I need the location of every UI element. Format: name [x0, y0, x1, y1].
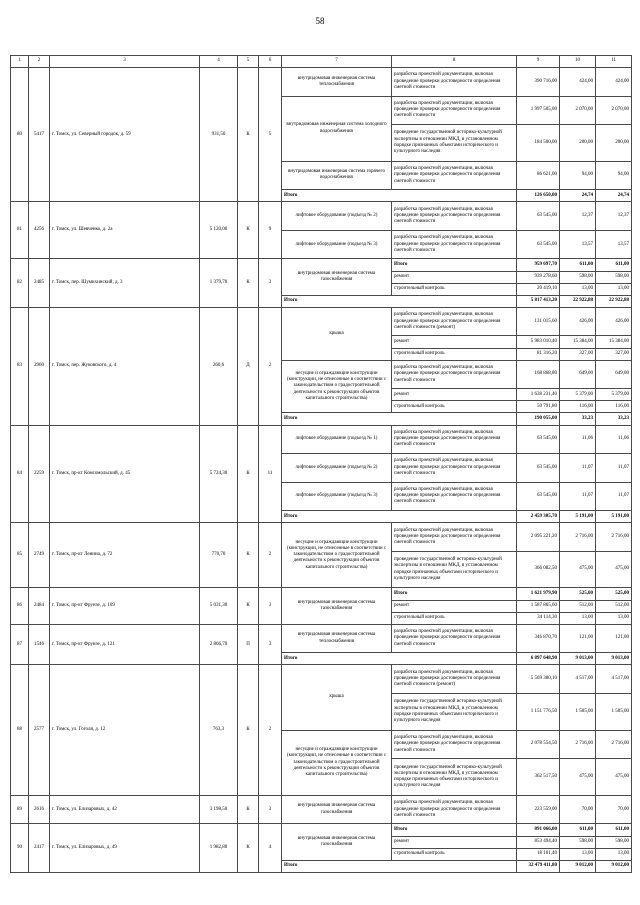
table-row — [11, 259, 632, 271]
value-cell-col10: 2 070,00 — [560, 96, 596, 125]
value-cell-col10: 121,00 — [560, 624, 596, 653]
work-desc-cell: строительный контроль — [392, 612, 517, 624]
work-desc-cell: ремонт — [392, 389, 517, 401]
value-cell-col10: 11,06 — [560, 425, 596, 454]
house-count-cell: 3 — [259, 588, 282, 624]
value-cell-col9: 63 545,00 — [517, 230, 560, 259]
value-cell-col11: 11,06 — [596, 425, 632, 454]
house-area-cell: 5 031,30 — [200, 588, 238, 624]
value-cell-col10: 13,57 — [560, 230, 596, 259]
total-value-cell-col11: 5 191,00 — [596, 511, 632, 523]
table-row — [11, 202, 632, 231]
house-area-cell: 5 120,00 — [200, 202, 238, 259]
house-number-cell: 86 — [11, 588, 29, 624]
value-cell-col10: 94,00 — [560, 161, 596, 190]
house-number-cell: 83 — [11, 307, 29, 425]
value-cell-col9: 5 983 010,40 — [517, 336, 560, 348]
value-cell-col9: 1 587 865,60 — [517, 600, 560, 612]
house-area-cell: 770,70 — [200, 523, 238, 588]
value-cell-col10: 327,00 — [560, 348, 596, 360]
house-count-cell: 2 — [259, 307, 282, 425]
value-cell-col11: 13,00 — [596, 612, 632, 624]
house-count-cell: 3 — [259, 259, 282, 308]
total-value-cell-col10: 9 012,00 — [560, 860, 596, 872]
house-id-cell: 2485 — [29, 259, 50, 308]
total-value-cell-col9: 5 817 413,20 — [517, 295, 560, 307]
house-area-cell: 260,6 — [200, 307, 238, 425]
house-id-cell: 2616 — [29, 795, 50, 824]
house-id-cell: 2259 — [29, 425, 50, 523]
value-cell-col9: 1 151 776,50 — [517, 693, 560, 730]
value-cell-col11: 426,00 — [596, 307, 632, 336]
table-row — [11, 307, 632, 336]
value-cell-col10: 11,07 — [560, 482, 596, 511]
value-cell-col9: 853 494,40 — [517, 836, 560, 848]
value-cell-col11: 525,00 — [596, 588, 632, 600]
total-value-cell-col10: 33,23 — [560, 413, 596, 425]
table-row — [11, 795, 632, 824]
work-desc-cell: Итого — [392, 588, 517, 600]
work-type-cell: несущие и ограждающие конструкции (конструкции, не отнесенные в соответствии с законодательством о градостроительной деятельности к реконструкции объектов капитального строительства) — [282, 730, 392, 795]
value-cell-col10: 2 716,00 — [560, 730, 596, 759]
house-address-cell: г. Томск, ул. Елизаровых, д. 49 — [50, 824, 200, 873]
work-desc-cell: разработка проектной документации, включая проведение проверки достоверности определения сметной стоимости — [392, 230, 517, 259]
value-cell-col9: 63 545,00 — [517, 482, 560, 511]
value-cell-col10: 611,00 — [560, 259, 596, 271]
value-cell-col10: 200,00 — [560, 125, 596, 162]
house-number-cell: 89 — [11, 795, 29, 824]
house-number-cell: 88 — [11, 665, 29, 795]
work-type-cell: внутридомовая инженерная система газоснабжения — [282, 824, 392, 860]
work-type-cell: крыша — [282, 665, 392, 730]
total-label-cell: Итого — [282, 860, 517, 872]
work-type-cell: лифтовое оборудование (подъезд № 2) — [282, 454, 392, 483]
work-type-cell: внутридомовая инженерная система теплоснабжения — [282, 68, 392, 97]
value-cell-col9: 131 015,60 — [517, 307, 560, 336]
house-area-cell: 5 724,30 — [200, 425, 238, 523]
value-cell-col10: 4 517,00 — [560, 665, 596, 694]
value-cell-col11: 327,00 — [596, 348, 632, 360]
value-cell-col11: 15 384,00 — [596, 336, 632, 348]
house-id-cell: 2960 — [29, 307, 50, 425]
value-cell-col10: 13,00 — [560, 283, 596, 295]
house-id-cell: 4256 — [29, 202, 50, 259]
work-desc-cell: разработка проектной документации, включая проведение проверки достоверности определения сметной стоимости (ремонт) — [392, 307, 517, 336]
house-number-cell: 90 — [11, 824, 29, 873]
house-address-cell: г. Томск, ул. Северный городок, д. 59 — [50, 68, 200, 202]
value-cell-col9: 63 545,00 — [517, 425, 560, 454]
value-cell-col9: 891 066,00 — [517, 824, 560, 836]
house-count-cell: 9 — [259, 202, 282, 259]
house-address-cell: г. Томск, пер. Шумихинский, д. 3 — [50, 259, 200, 308]
column-header: 4 — [200, 56, 238, 68]
house-number-cell: 84 — [11, 425, 29, 523]
value-cell-col11: 424,00 — [596, 68, 632, 97]
value-cell-col10: 11,07 — [560, 454, 596, 483]
value-cell-col11: 2 716,00 — [596, 730, 632, 759]
value-cell-col9: 959 697,70 — [517, 259, 560, 271]
value-cell-col10: 598,00 — [560, 836, 596, 848]
value-cell-col11: 13,00 — [596, 848, 632, 860]
value-cell-col11: 2 716,00 — [596, 523, 632, 552]
house-letter-cell: К — [238, 68, 259, 202]
value-cell-col11: 13,00 — [596, 283, 632, 295]
value-cell-col10: 2 716,00 — [560, 523, 596, 552]
work-desc-cell: разработка проектной документации, включая проведение проверки достоверности определения сметной стоимости — [392, 68, 517, 97]
value-cell-col9: 168 868,80 — [517, 360, 560, 389]
house-address-cell: г. Томск, пр-кт Фрунзе, д. 121 — [50, 624, 200, 665]
work-type-cell: внутридомовая инженерная система газоснабжения — [282, 588, 392, 624]
table-row — [11, 425, 632, 454]
house-id-cell: 2417 — [29, 824, 50, 873]
total-value-cell-col10: 5 191,00 — [560, 511, 596, 523]
work-type-cell: внутридомовая инженерная система горячего водоснабжения — [282, 161, 392, 190]
value-cell-col10: 475,00 — [560, 759, 596, 796]
value-cell-col9: 1 621 979,90 — [517, 588, 560, 600]
house-letter-cell: К — [238, 523, 259, 588]
value-cell-col10: 426,00 — [560, 307, 596, 336]
work-desc-cell: строительный контроль — [392, 848, 517, 860]
column-header: 11 — [596, 56, 632, 68]
value-cell-col11: 512,00 — [596, 600, 632, 612]
value-cell-col10: 424,00 — [560, 68, 596, 97]
house-letter-cell: К — [238, 425, 259, 523]
value-cell-col11: 611,00 — [596, 824, 632, 836]
work-type-cell: лифтовое оборудование (подъезд № 3) — [282, 482, 392, 511]
column-header: 1 — [11, 56, 29, 68]
house-count-cell: 2 — [259, 523, 282, 588]
capital-repair-register-table — [10, 55, 632, 873]
house-count-cell: 11 — [259, 425, 282, 523]
value-cell-col10: 5 379,00 — [560, 389, 596, 401]
total-label-cell: Итого — [282, 295, 517, 307]
value-cell-col10: 525,00 — [560, 588, 596, 600]
work-desc-cell: разработка проектной документации, включая проведение проверки достоверности определения сметной стоимости — [392, 202, 517, 231]
value-cell-col11: 11,07 — [596, 454, 632, 483]
house-area-cell: 1 982,80 — [200, 824, 238, 873]
house-id-cell: 2749 — [29, 523, 50, 588]
work-type-cell: лифтовое оборудование (подъезд № 1) — [282, 425, 392, 454]
house-address-cell: г. Томск, пр-кт Фрунзе, д. 109 — [50, 588, 200, 624]
value-cell-col11: 649,00 — [596, 360, 632, 389]
table-row — [11, 523, 632, 552]
value-cell-col11: 5 379,00 — [596, 389, 632, 401]
work-type-cell: внутридомовая инженерная система газоснабжения — [282, 795, 392, 824]
house-letter-cell: К — [238, 795, 259, 824]
value-cell-col9: 5 569 380,10 — [517, 665, 560, 694]
value-cell-col10: 1 505,00 — [560, 693, 596, 730]
value-cell-col10: 15 384,00 — [560, 336, 596, 348]
value-cell-col9: 223 559,00 — [517, 795, 560, 824]
total-value-cell-col9: 126 650,00 — [517, 190, 560, 202]
house-id-cell: 5417 — [29, 68, 50, 202]
work-type-cell: внутридомовая инженерная система теплоснабжения — [282, 624, 392, 653]
house-address-cell: г. Томск, пер. Жуковского, д. 4 — [50, 307, 200, 425]
work-desc-cell: проведение государственной историко-культурной экспертизы в отношении МКД, в установленном порядке признанных объектами исторического и культурного наследия — [392, 759, 517, 796]
house-letter-cell: Д — [238, 307, 259, 425]
work-desc-cell: ремонт — [392, 336, 517, 348]
total-value-cell-col11: 24,74 — [596, 190, 632, 202]
column-header: 2 — [29, 56, 50, 68]
value-cell-col9: 390 716,00 — [517, 68, 560, 97]
value-cell-col11: 94,00 — [596, 161, 632, 190]
work-desc-cell: разработка проектной документации, включая проведение проверки достоверности определения сметной стоимости — [392, 523, 517, 552]
value-cell-col10: 598,00 — [560, 271, 596, 283]
total-value-cell-col10: 24,74 — [560, 190, 596, 202]
value-cell-col9: 2 078 554,50 — [517, 730, 560, 759]
value-cell-col11: 13,57 — [596, 230, 632, 259]
house-number-cell: 80 — [11, 68, 29, 202]
work-desc-cell: разработка проектной документации, включая проведение проверки достоверности определения сметной стоимости — [392, 730, 517, 759]
value-cell-col11: 4 517,00 — [596, 665, 632, 694]
work-desc-cell: разработка проектной документации, включая проведение проверки достоверности определения сметной стоимости — [392, 454, 517, 483]
table-row — [11, 824, 632, 836]
work-desc-cell: разработка проектной документации, включая проведение проверки достоверности определения сметной стоимости — [392, 425, 517, 454]
value-cell-col11: 1 505,00 — [596, 693, 632, 730]
value-cell-col10: 13,00 — [560, 848, 596, 860]
value-cell-col10: 649,00 — [560, 360, 596, 389]
house-letter-cell: К — [238, 202, 259, 259]
value-cell-col10: 13,00 — [560, 612, 596, 624]
house-letter-cell: К — [238, 259, 259, 308]
house-address-cell: г. Томск, ул. Елизаровых, д. 42 — [50, 795, 200, 824]
total-value-cell-col11: 33,23 — [596, 413, 632, 425]
work-desc-cell: проведение государственной историко-культурной экспертизы в отношении МКД, в установленном порядке признанных объектами исторического и культурного наследия — [392, 551, 517, 588]
total-value-cell-col11: 22 922,88 — [596, 295, 632, 307]
value-cell-col11: 2 070,00 — [596, 96, 632, 125]
house-count-cell: 3 — [259, 795, 282, 824]
table-row — [11, 588, 632, 600]
house-letter-cell: П — [238, 624, 259, 665]
page-number: 58 — [315, 16, 325, 26]
total-label-cell: Итого — [282, 190, 517, 202]
work-desc-cell: разработка проектной документации, включая проведение проверки достоверности определения сметной стоимости (ремонт) — [392, 665, 517, 694]
work-desc-cell: разработка проектной документации, включая проведение проверки достоверности определения сметной стоимости — [392, 360, 517, 389]
house-count-cell: 3 — [259, 624, 282, 665]
house-id-cell: 2484 — [29, 588, 50, 624]
house-area-cell: 2 866,70 — [200, 624, 238, 665]
work-desc-cell: Итого — [392, 824, 517, 836]
work-desc-cell: разработка проектной документации, включая проведение проверки достоверности определения сметной стоимости — [392, 624, 517, 653]
value-cell-col9: 50 791,80 — [517, 401, 560, 413]
house-letter-cell: К — [238, 824, 259, 873]
work-desc-cell: разработка проектной документации, включая проведение проверки достоверности определения сметной стоимости — [392, 795, 517, 824]
value-cell-col11: 475,00 — [596, 759, 632, 796]
value-cell-col10: 611,00 — [560, 824, 596, 836]
total-value-cell-col9: 32 479 411,80 — [517, 860, 560, 872]
house-count-cell: 2 — [259, 665, 282, 795]
value-cell-col9: 1 638 231,40 — [517, 389, 560, 401]
house-id-cell: 1546 — [29, 624, 50, 665]
work-desc-cell: разработка проектной документации, включая проведение проверки достоверности определения сметной стоимости — [392, 482, 517, 511]
value-cell-col10: 116,00 — [560, 401, 596, 413]
value-cell-col10: 12,37 — [560, 202, 596, 231]
house-area-cell: 763,3 — [200, 665, 238, 795]
house-number-cell: 81 — [11, 202, 29, 259]
work-desc-cell: ремонт — [392, 600, 517, 612]
value-cell-col10: 512,00 — [560, 600, 596, 612]
column-header: 10 — [560, 56, 596, 68]
house-letter-cell: К — [238, 665, 259, 795]
total-value-cell-col9: 6 897 648,90 — [517, 653, 560, 665]
column-header: 7 — [282, 56, 392, 68]
column-header: 6 — [259, 56, 282, 68]
total-label-cell: Итого — [282, 653, 517, 665]
work-desc-cell: проведение государственной историко-культурной экспертизы в отношении МКД, в установленном порядке признанных объектами исторического и культурного наследия — [392, 693, 517, 730]
value-cell-col9: 184 500,00 — [517, 125, 560, 162]
value-cell-col11: 200,00 — [596, 125, 632, 162]
total-value-cell-col11: 9 012,00 — [596, 860, 632, 872]
value-cell-col9: 34 114,30 — [517, 612, 560, 624]
work-type-cell: лифтовое оборудование (подъезд № 2) — [282, 202, 392, 231]
value-cell-col9: 63 545,00 — [517, 202, 560, 231]
work-desc-cell: разработка проектной документации, включая проведение проверки достоверности определения сметной стоимости — [392, 96, 517, 125]
value-cell-col11: 70,00 — [596, 795, 632, 824]
total-value-cell-col9: 190 055,00 — [517, 413, 560, 425]
value-cell-col9: 86 621,00 — [517, 161, 560, 190]
value-cell-col11: 598,00 — [596, 271, 632, 283]
work-type-cell: лифтовое оборудование (подъезд № 3) — [282, 230, 392, 259]
house-address-cell: г. Томск, пр-кт Ленина, д. 72 — [50, 523, 200, 588]
value-cell-col11: 12,37 — [596, 202, 632, 231]
value-cell-col11: 611,00 — [596, 259, 632, 271]
work-type-cell: внутридомовая инженерная система холодного водоснабжения — [282, 96, 392, 161]
total-label-cell: Итого — [282, 413, 517, 425]
value-cell-col11: 475,00 — [596, 551, 632, 588]
work-desc-cell: разработка проектной документации, включая проведение проверки достоверности определения сметной стоимости — [392, 161, 517, 190]
value-cell-col11: 598,00 — [596, 836, 632, 848]
column-header: 8 — [392, 56, 517, 68]
value-cell-col11: 116,00 — [596, 401, 632, 413]
house-number-cell: 85 — [11, 523, 29, 588]
column-header: 3 — [50, 56, 200, 68]
work-type-cell: внутридомовая инженерная система газоснабжения — [282, 259, 392, 295]
house-count-cell: 5 — [259, 68, 282, 202]
value-cell-col9: 20 419,10 — [517, 283, 560, 295]
table-row — [11, 68, 632, 97]
house-area-cell: 3 198,50 — [200, 795, 238, 824]
house-address-cell: г. Томск, пр-кт Комсомольский, д. 45 — [50, 425, 200, 523]
column-number-row — [11, 56, 632, 68]
work-desc-cell: ремонт — [392, 836, 517, 848]
value-cell-col11: 11,07 — [596, 482, 632, 511]
house-count-cell: 4 — [259, 824, 282, 873]
total-value-cell-col11: 9 013,00 — [596, 653, 632, 665]
house-id-cell: 2577 — [29, 665, 50, 795]
value-cell-col9: 81 316,20 — [517, 348, 560, 360]
house-address-cell: г. Томск, ул. Шевченко, д. 2а — [50, 202, 200, 259]
house-letter-cell: К — [238, 588, 259, 624]
work-type-cell: крыша — [282, 307, 392, 360]
work-type-cell: несущие и ограждающие конструкции (конструкции, не отнесенные в соответствии с законодательством о градостроительной деятельности к реконструкции объектов капитального строительства) — [282, 360, 392, 413]
value-cell-col9: 366 082,50 — [517, 551, 560, 588]
value-cell-col9: 346 870,70 — [517, 624, 560, 653]
value-cell-col9: 1 997 505,00 — [517, 96, 560, 125]
value-cell-col11: 121,00 — [596, 624, 632, 653]
column-header: 9 — [517, 56, 560, 68]
work-type-cell: несущие и ограждающие конструкции (конструкции, не отнесенные в соответствии с законодательством о градостроительной деятельности к реконструкции объектов капитального строительства) — [282, 523, 392, 588]
total-value-cell-col9: 2 459 305,70 — [517, 511, 560, 523]
house-number-cell: 82 — [11, 259, 29, 308]
value-cell-col10: 475,00 — [560, 551, 596, 588]
house-address-cell: г. Томск, ул. Гоголя, д. 12 — [50, 665, 200, 795]
work-desc-cell: проведение государственной историко-культурной экспертизы в отношении МКД, в установленном порядке признанных объектами исторического и культурного наследия — [392, 125, 517, 162]
value-cell-col9: 18 101,40 — [517, 848, 560, 860]
total-value-cell-col10: 9 013,00 — [560, 653, 596, 665]
register-table-body — [11, 56, 632, 873]
work-desc-cell: строительный контроль — [392, 401, 517, 413]
work-desc-cell: строительный контроль — [392, 283, 517, 295]
value-cell-col9: 2 095 221,20 — [517, 523, 560, 552]
table-row — [11, 665, 632, 694]
value-cell-col9: 939 278,60 — [517, 271, 560, 283]
house-area-cell: 1 379,70 — [200, 259, 238, 308]
work-desc-cell: Итого — [392, 259, 517, 271]
house-number-cell: 87 — [11, 624, 29, 665]
work-desc-cell: строительный контроль — [392, 348, 517, 360]
work-desc-cell: ремонт — [392, 271, 517, 283]
house-area-cell: 931,50 — [200, 68, 238, 202]
table-row — [11, 624, 632, 653]
total-label-cell: Итого — [282, 511, 517, 523]
total-value-cell-col10: 22 922,88 — [560, 295, 596, 307]
value-cell-col9: 362 517,50 — [517, 759, 560, 796]
value-cell-col9: 63 545,00 — [517, 454, 560, 483]
column-header: 5 — [238, 56, 259, 68]
value-cell-col10: 70,00 — [560, 795, 596, 824]
